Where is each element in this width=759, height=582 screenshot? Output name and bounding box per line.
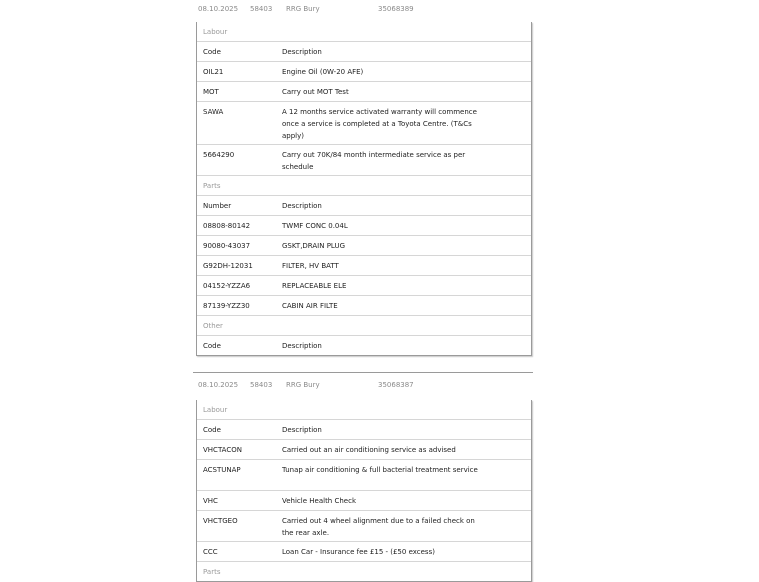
part-number: G92DH-12031 <box>203 262 253 270</box>
table-row <box>197 62 531 82</box>
labour-description: A 12 months service activated warranty will commence once a service is completed at a Toyota Centre. (T&Cs apply) <box>282 108 477 140</box>
other-column-headers <box>197 336 531 355</box>
record-date: 08.10.2025 <box>198 381 239 389</box>
table-row <box>197 236 531 256</box>
record-site: RRG Bury <box>286 381 320 389</box>
part-description: CABIN AIR FILTE <box>282 302 338 310</box>
table-row <box>197 542 531 562</box>
column-header-code: Code <box>203 342 221 350</box>
column-header-number: Number <box>203 202 232 210</box>
table-row <box>197 256 531 276</box>
labour-description: Carry out MOT Test <box>282 88 349 96</box>
table-row <box>197 511 531 542</box>
column-header-description: Description <box>282 426 322 434</box>
column-header-code: Code <box>203 426 221 434</box>
parts-section-title: Parts <box>203 568 221 576</box>
record-header <box>193 376 533 394</box>
parts-section-title: Parts <box>197 176 531 196</box>
record-table <box>196 22 532 356</box>
record-date: 08.10.2025 <box>198 5 239 13</box>
labour-code: MOT <box>203 88 219 96</box>
labour-description: Vehicle Health Check <box>282 497 357 505</box>
parts-column-headers <box>197 196 531 216</box>
labour-code: VHC <box>203 497 218 505</box>
labour-description: Carried out an air conditioning service as advised <box>282 446 456 454</box>
column-header-description: Description <box>282 48 322 56</box>
labour-column-headers <box>197 42 531 62</box>
table-row <box>197 102 531 145</box>
record-number: 35068387 <box>378 381 414 389</box>
table-row <box>197 440 531 460</box>
part-description: REPLACEABLE ELE <box>282 282 347 290</box>
other-section-title: Other <box>197 316 531 336</box>
service-record-2 <box>193 372 533 576</box>
table-row <box>197 82 531 102</box>
labour-description: Tunap air conditioning & full bacterial treatment service <box>282 466 478 474</box>
labour-code: OIL21 <box>203 68 224 76</box>
labour-code: VHCTACON <box>203 446 242 454</box>
record-site: RRG Bury <box>286 5 320 13</box>
labour-section-title: Labour <box>197 22 531 42</box>
labour-description: Engine Oil (0W-20 AFE) <box>282 68 364 76</box>
record-table <box>196 400 532 582</box>
part-number: 90080-43037 <box>203 242 251 250</box>
column-header-description: Description <box>282 202 322 210</box>
record-number: 35068389 <box>378 5 414 13</box>
part-description: GSKT,DRAIN PLUG <box>282 242 346 250</box>
record-branch: 58403 <box>250 381 273 389</box>
part-number: 87139-YZZ30 <box>203 302 250 310</box>
column-header-description: Description <box>282 342 322 350</box>
part-description: TWMF CONC 0.04L <box>282 222 348 230</box>
labour-description: Carry out 70K/84 month intermediate service as per schedule <box>282 151 466 171</box>
part-number: 08808-80142 <box>203 222 251 230</box>
labour-description: Loan Car - Insurance fee £15 - (£50 excess) <box>282 548 435 556</box>
part-number: 04152-YZZA6 <box>203 282 251 290</box>
labour-section-title: Labour <box>197 400 531 420</box>
labour-column-headers <box>197 420 531 440</box>
table-row <box>197 296 531 316</box>
table-row <box>197 145 531 176</box>
table-row <box>197 460 531 491</box>
labour-code: CCC <box>203 548 218 556</box>
labour-code: ACSTUNAP <box>203 466 241 474</box>
table-row <box>197 216 531 236</box>
labour-code: 5664290 <box>203 151 235 159</box>
labour-code: VHCTGEO <box>203 517 238 525</box>
labour-description: Carried out 4 wheel alignment due to a failed check on the rear axle. <box>282 517 475 537</box>
labour-code: SAWA <box>203 108 224 116</box>
record-header <box>193 0 533 18</box>
record-branch: 58403 <box>250 5 273 13</box>
part-description: FILTER, HV BATT <box>282 262 339 270</box>
table-row <box>197 276 531 296</box>
record-divider <box>193 372 533 373</box>
service-record-1 <box>193 0 533 350</box>
table-row <box>197 491 531 511</box>
column-header-code: Code <box>203 48 221 56</box>
